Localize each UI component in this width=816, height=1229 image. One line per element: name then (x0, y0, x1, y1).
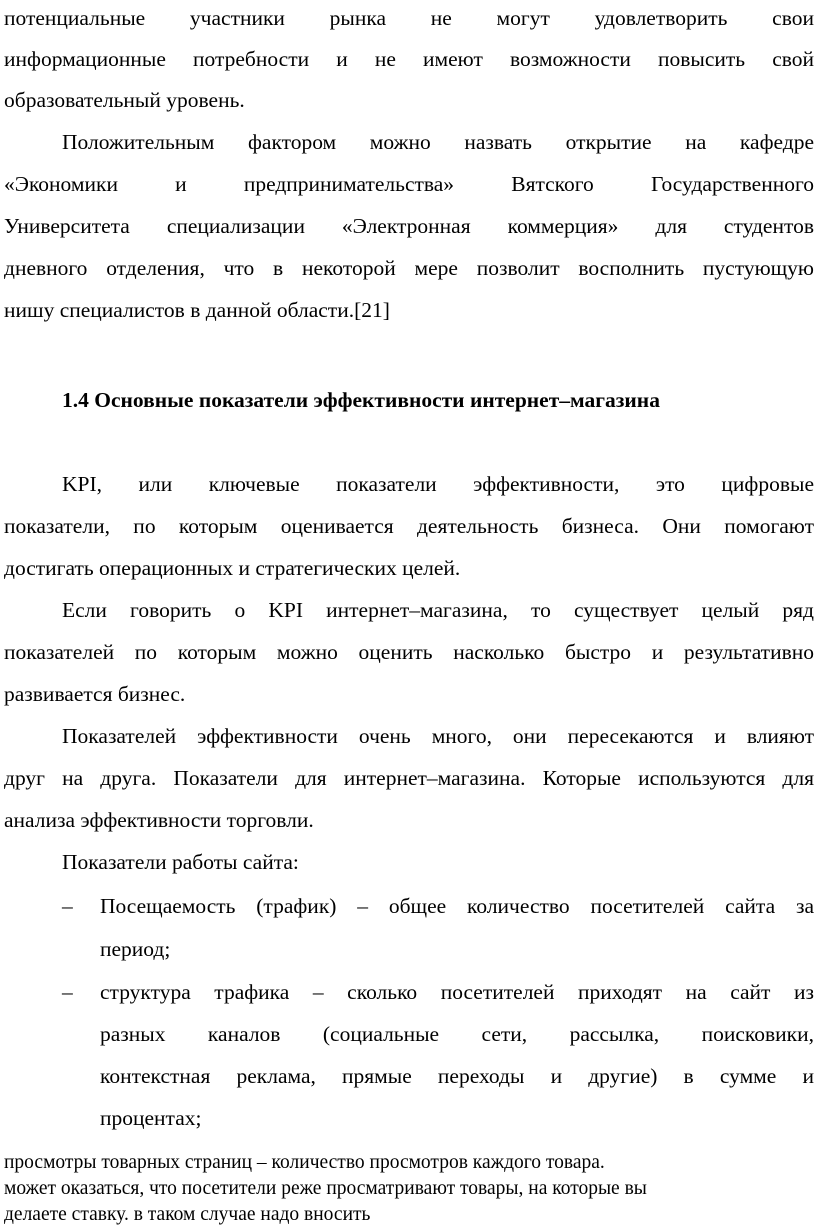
paragraph-line: друг на друга. Показатели для интернет–магазина. Которые используются для (4, 766, 814, 790)
list-item-line: процентах; (100, 1106, 202, 1130)
trailing-line: делаете ставку. в таком случае надо вносить (4, 1204, 371, 1225)
list-marker: – (62, 980, 73, 1004)
trailing-line: может оказаться, что посетители реже просматривают товары, на которые вы (4, 1178, 647, 1199)
paragraph-line: развивается бизнес. (4, 682, 186, 706)
paragraph-line: Показателей эффективности очень много, они пересекаются и влияют (62, 724, 814, 748)
paragraph-line: образовательный уровень. (4, 88, 245, 112)
list-heading: Показатели работы сайта: (62, 850, 299, 874)
paragraph-line: информационные потребности и не имеют возможности повысить свой (4, 47, 814, 71)
paragraph-line: показатели, по которым оценивается деятельность бизнеса. Они помогают (4, 514, 814, 538)
paragraph-line: достигать операционных и стратегических целей. (4, 556, 461, 580)
paragraph-line: дневного отделения, что в некоторой мере позволит восполнить пустующую (4, 256, 814, 280)
paragraph-line: анализа эффективности торговли. (4, 808, 314, 832)
paragraph-line: «Экономики и предпринимательства» Вятского Государственного (4, 172, 814, 196)
list-item-line: контекстная реклама, прямые переходы и другие) в сумме и (100, 1064, 814, 1088)
list-item-line: структура трафика – сколько посетителей приходят на сайт из (100, 980, 814, 1004)
paragraph-line: KPI, или ключевые показатели эффективности, это цифровые (62, 472, 814, 496)
list-item-line: разных каналов (социальные сети, рассылка, поисковики, (100, 1022, 814, 1046)
section-heading: 1.4 Основные показатели эффективности интернет–магазина (62, 388, 660, 412)
paragraph-line: потенциальные участники рынка не могут удовлетворить свои (4, 6, 814, 30)
list-item-line: Посещаемость (трафик) – общее количество посетителей сайта за (100, 894, 814, 918)
trailing-line: просмотры товарных страниц – количество просмотров каждого товара. (4, 1152, 605, 1173)
paragraph-line: показателей по которым можно оценить насколько быстро и результативно (4, 640, 814, 664)
paragraph-line: нишу специалистов в данной области.[21] (4, 298, 390, 322)
list-item-line: период; (100, 937, 171, 961)
paragraph-line: Университета специализации «Электронная коммерция» для студентов (4, 214, 814, 238)
paragraph-line: Положительным фактором можно назвать открытие на кафедре (62, 130, 814, 154)
paragraph-line: Если говорить о KPI интернет–магазина, то существует целый ряд (62, 598, 814, 622)
list-marker: – (62, 894, 73, 918)
